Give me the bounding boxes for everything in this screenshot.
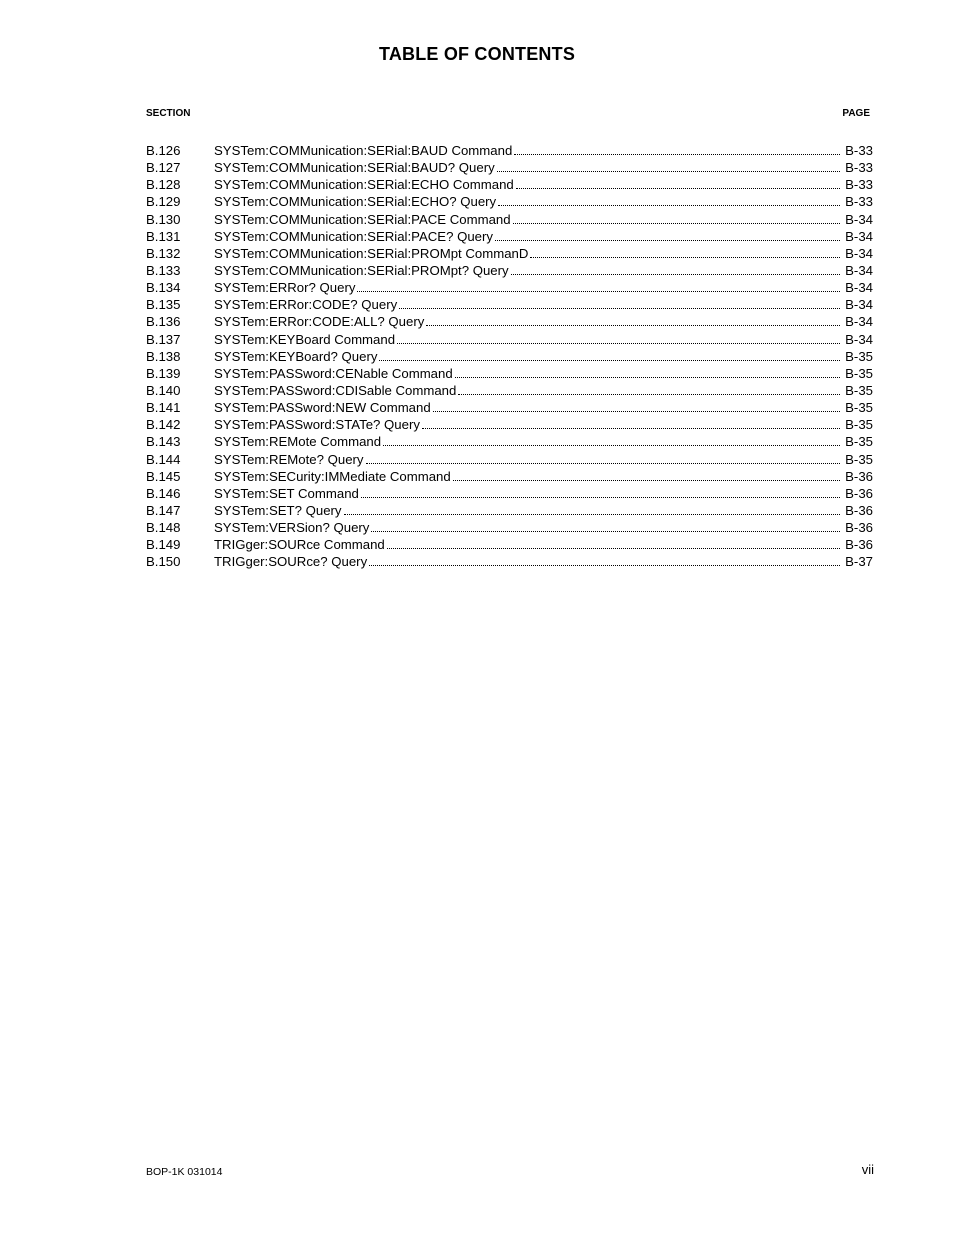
toc-section-number: B.127 bbox=[146, 160, 181, 176]
dot-leader bbox=[458, 382, 840, 395]
dot-leader bbox=[497, 159, 840, 172]
toc-section-number: B.150 bbox=[146, 554, 181, 570]
toc-entry[interactable] bbox=[146, 313, 873, 330]
toc-page-number: B-35 bbox=[845, 382, 873, 398]
toc-section-number: B.141 bbox=[146, 400, 181, 416]
toc-entry-title: SYSTem:PASSword:CENable Command bbox=[214, 365, 453, 381]
toc-page-number: B-34 bbox=[845, 262, 873, 278]
toc-entry[interactable] bbox=[146, 279, 873, 296]
dot-leader bbox=[426, 313, 840, 326]
toc-section-number: B.138 bbox=[146, 348, 181, 364]
toc-section-number: B.147 bbox=[146, 502, 181, 518]
page-column-header: PAGE bbox=[842, 108, 870, 119]
toc-section-number: B.137 bbox=[146, 331, 181, 347]
toc-section-number: B.126 bbox=[146, 143, 181, 158]
toc-page-number: B-33 bbox=[845, 143, 873, 158]
toc-entry[interactable] bbox=[146, 536, 873, 553]
toc-entry-title: SYSTem:PASSword:CDISable Command bbox=[214, 382, 457, 398]
toc-section-number: B.134 bbox=[146, 280, 181, 296]
dot-leader bbox=[397, 331, 840, 344]
toc-entry-title: SYSTem:PASSword:NEW Command bbox=[214, 400, 431, 416]
toc-section-number: B.135 bbox=[146, 297, 181, 313]
toc-entry[interactable] bbox=[146, 245, 873, 262]
toc-page-number: B-36 bbox=[845, 485, 873, 501]
dot-leader bbox=[379, 348, 840, 361]
toc-section-number: B.149 bbox=[146, 537, 181, 553]
toc-entry[interactable] bbox=[146, 502, 873, 519]
dot-leader bbox=[514, 142, 840, 155]
toc-entry[interactable] bbox=[146, 416, 873, 433]
toc-page-number: B-36 bbox=[845, 520, 873, 536]
toc-entry-title: SYSTem:KEYBoard? Query bbox=[214, 348, 378, 364]
toc-page-number: B-35 bbox=[845, 348, 873, 364]
toc-entry[interactable] bbox=[146, 433, 873, 450]
toc-entry[interactable] bbox=[146, 193, 873, 210]
toc-page-number: B-35 bbox=[845, 434, 873, 450]
toc-page-number: B-34 bbox=[845, 245, 873, 261]
toc-section-number: B.142 bbox=[146, 417, 181, 433]
toc-entry[interactable] bbox=[146, 176, 873, 193]
toc-section-number: B.144 bbox=[146, 451, 181, 467]
toc-entry[interactable] bbox=[146, 228, 873, 245]
toc-entry[interactable] bbox=[146, 382, 873, 399]
toc-section-number: B.132 bbox=[146, 245, 181, 261]
toc-section-number: B.146 bbox=[146, 485, 181, 501]
dot-leader bbox=[357, 279, 840, 292]
dot-leader bbox=[530, 245, 840, 258]
toc-entry[interactable] bbox=[146, 331, 873, 348]
toc-entry-title: SYSTem:REMote Command bbox=[214, 434, 382, 450]
page-title: TABLE OF CONTENTS bbox=[378, 44, 576, 64]
toc-entry[interactable] bbox=[146, 399, 873, 416]
toc-entry-title: SYSTem:COMMunication:SERial:PROMpt CommanD bbox=[214, 245, 529, 261]
dot-leader bbox=[495, 228, 840, 241]
toc-entry[interactable] bbox=[146, 485, 873, 502]
dot-leader bbox=[371, 519, 840, 532]
toc-entry-title: SYSTem:COMMunication:SERial:BAUD? Query bbox=[214, 160, 495, 176]
toc-section-number: B.140 bbox=[146, 382, 181, 398]
toc-page-number: B-35 bbox=[845, 417, 873, 433]
dot-leader bbox=[366, 451, 841, 464]
toc-entry-title: SYSTem:SET Command bbox=[214, 485, 359, 501]
toc-entry[interactable] bbox=[146, 365, 873, 382]
toc-entry[interactable] bbox=[146, 142, 873, 159]
toc-page-number: B-35 bbox=[845, 451, 873, 467]
toc-entry-title: SYSTem:COMMunication:SERial:ECHO? Query bbox=[214, 194, 497, 210]
toc-entry-title: SYSTem:SET? Query bbox=[214, 502, 342, 518]
toc-entry-title: SYSTem:REMote? Query bbox=[214, 451, 364, 467]
dot-leader bbox=[498, 193, 840, 206]
toc-section-number: B.143 bbox=[146, 434, 181, 450]
toc-page-number: B-33 bbox=[845, 160, 873, 176]
toc-entry-title: SYSTem:COMMunication:SERial:ECHO Command bbox=[214, 177, 514, 193]
dot-leader bbox=[513, 211, 841, 224]
dot-leader bbox=[511, 262, 841, 275]
toc-section-number: B.145 bbox=[146, 468, 181, 484]
toc-entry[interactable] bbox=[146, 211, 873, 228]
toc-entry-title: TRIGger:SOURce Command bbox=[214, 537, 385, 553]
dot-leader bbox=[369, 553, 840, 566]
toc-section-number: B.136 bbox=[146, 314, 181, 330]
toc-entry[interactable] bbox=[146, 451, 873, 468]
toc-page-number: B-36 bbox=[845, 502, 873, 518]
toc-page-number: B-37 bbox=[845, 554, 873, 570]
toc-entry-title: SYSTem:SECurity:IMMediate Command bbox=[214, 468, 451, 484]
toc-page-number: B-33 bbox=[845, 194, 873, 210]
dot-leader bbox=[433, 399, 840, 412]
toc-entry-title: SYSTem:COMMunication:SERial:BAUD Command bbox=[214, 143, 513, 158]
toc-entry-title: SYSTem:COMMunication:SERial:PROMpt? Query bbox=[214, 262, 509, 278]
toc-page-number: B-34 bbox=[845, 228, 873, 244]
section-column-header: SECTION bbox=[146, 108, 191, 119]
toc-entry[interactable] bbox=[146, 296, 873, 313]
dot-leader bbox=[361, 485, 840, 498]
toc-section-number: B.129 bbox=[146, 194, 181, 210]
toc-entry-title: SYSTem:ERRor? Query bbox=[214, 280, 356, 296]
toc-entry[interactable] bbox=[146, 262, 873, 279]
toc-section-number: B.139 bbox=[146, 365, 181, 381]
toc-page-number: B-33 bbox=[845, 177, 873, 193]
toc-page-number: B-35 bbox=[845, 365, 873, 381]
toc-entry-title: SYSTem:KEYBoard Command bbox=[214, 331, 396, 347]
dot-leader bbox=[422, 416, 840, 429]
toc-entry-title: SYSTem:PASSword:STATe? Query bbox=[214, 417, 420, 433]
toc-entry-title: SYSTem:VERSion? Query bbox=[214, 520, 370, 536]
toc-section-number: B.130 bbox=[146, 211, 181, 227]
toc-entry-title: SYSTem:COMMunication:SERial:PACE Command bbox=[214, 211, 511, 227]
toc-entry-title: SYSTem:COMMunication:SERial:PACE? Query bbox=[214, 228, 493, 244]
toc-entry[interactable] bbox=[146, 348, 873, 365]
toc-page-number: B-36 bbox=[845, 468, 873, 484]
toc-entry-title: SYSTem:ERRor:CODE? Query bbox=[214, 297, 398, 313]
toc-page-number: B-36 bbox=[845, 537, 873, 553]
dot-leader bbox=[455, 365, 840, 378]
dot-leader bbox=[387, 536, 840, 549]
toc-entry[interactable] bbox=[146, 519, 873, 536]
dot-leader bbox=[516, 176, 840, 189]
toc-section-number: B.128 bbox=[146, 177, 181, 193]
toc-page-number: B-34 bbox=[845, 297, 873, 313]
toc-section-number: B.133 bbox=[146, 262, 181, 278]
toc-entry-title: SYSTem:ERRor:CODE:ALL? Query bbox=[214, 314, 425, 330]
toc-entry[interactable] bbox=[146, 553, 873, 570]
document-id: BOP-1K 031014 bbox=[146, 1166, 223, 1178]
dot-leader bbox=[453, 468, 840, 481]
dot-leader bbox=[399, 296, 840, 309]
toc-section-number: B.148 bbox=[146, 520, 181, 536]
toc-page-number: B-34 bbox=[845, 331, 873, 347]
toc-entry-title: TRIGger:SOURce? Query bbox=[214, 554, 368, 570]
dot-leader bbox=[383, 433, 840, 446]
toc-page-number: B-34 bbox=[845, 280, 873, 296]
toc-page-number: B-34 bbox=[845, 211, 873, 227]
toc-entry[interactable] bbox=[146, 468, 873, 485]
table-of-contents bbox=[146, 142, 873, 571]
toc-entry[interactable] bbox=[146, 159, 873, 176]
toc-page-number: B-35 bbox=[845, 400, 873, 416]
toc-page-number: B-34 bbox=[845, 314, 873, 330]
toc-section-number: B.131 bbox=[146, 228, 181, 244]
dot-leader bbox=[344, 502, 841, 515]
page-number: vii bbox=[861, 1162, 874, 1177]
